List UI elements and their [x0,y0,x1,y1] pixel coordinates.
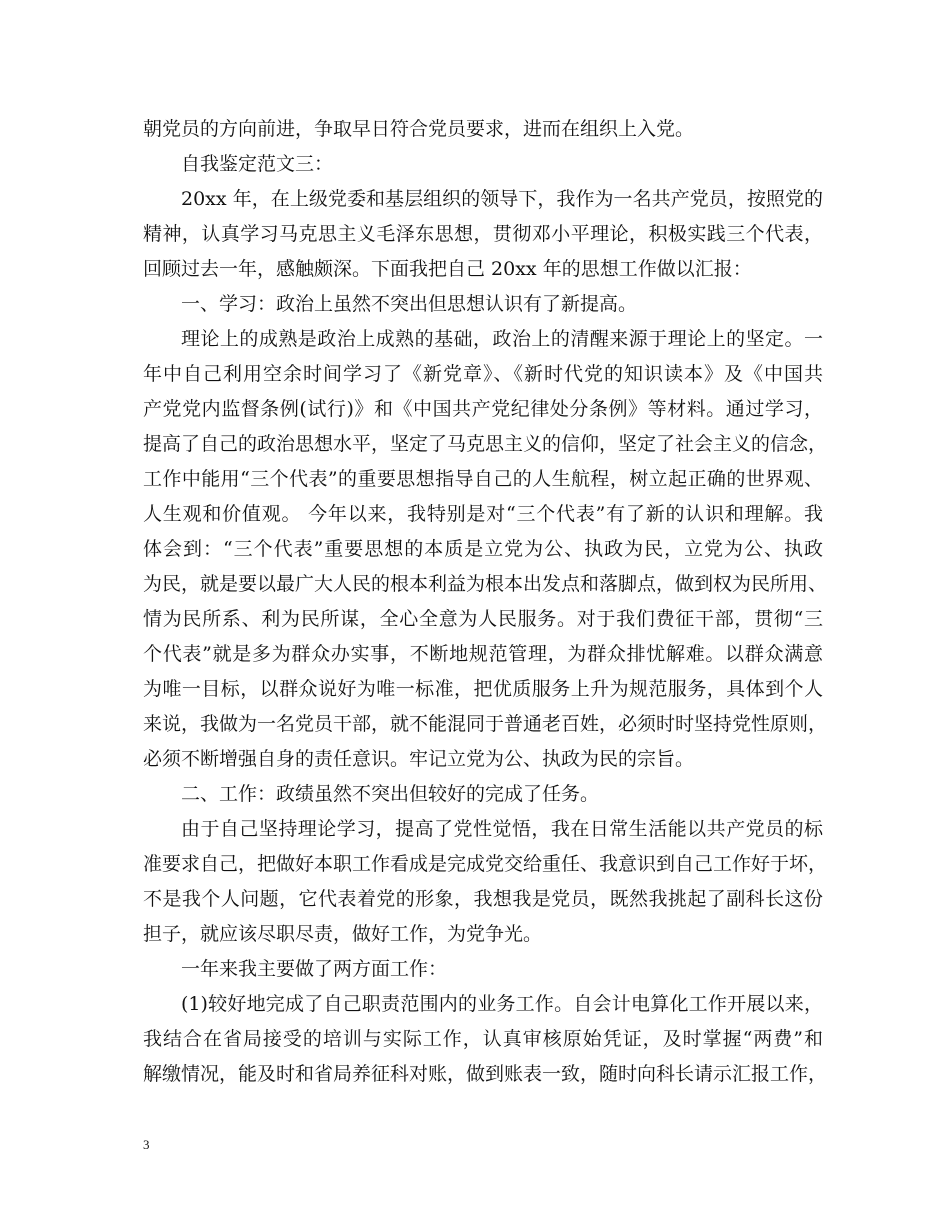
paragraph-line: 回顾过去一年，感触颇深。下面我把自己 20xx 年的思想工作做以汇报： [143,258,752,280]
paragraph-line: 体会到：“三个代表”重要思想的本质是立党为公、执政为民，立党为公、执政 [143,538,823,560]
paragraph-line: 必须不断增强自身的责任意识。牢记立党为公、执政为民的宗旨。 [143,748,695,770]
paragraph-line: (1)较好地完成了自己职责范围内的业务工作。自会计电算化工作开展以来， [181,993,823,1015]
paragraph-line: 个代表”就是多为群众办实事，不断地规范管理，为群众排忧解难。以群众满意 [143,643,823,665]
paragraph-line: 产党党内监督条例(试行)》和《中国共产党纪律处分条例》等材料。通过学习， [143,398,823,420]
paragraph-line: 我结合在省局接受的培训与实际工作，认真审核原始凭证，及时掌握“两费”和 [143,1028,823,1050]
paragraph-line: 来说，我做为一名党员干部，就不能混同于普通老百姓，必须时时坚持党性原则， [143,713,828,735]
paragraph-line: 年中自己利用空余时间学习了《新党章》、《新时代党的知识读本》及《中国共 [143,363,823,385]
paragraph-line: 情为民所系、利为民所谋，全心全意为人民服务。对于我们费征干部，贯彻“三 [143,608,823,630]
body-text [143,112,828,1092]
paragraph-line: 为民，就是要以最广大人民的根本利益为根本出发点和落脚点，做到权为民所用、 [143,573,828,595]
section-heading: 一、学习：政治上虽然不突出但思想认识有了新提高。 [181,293,638,315]
paragraph-line: 提高了自己的政治思想水平，坚定了马克思主义的信仰，坚定了社会主义的信念， [143,433,828,455]
paragraph-line: 工作中能用“三个代表”的重要思想指导自己的人生航程，树立起正确的世界观、 [143,468,823,490]
paragraph-line: 准要求自己，把做好本职工作看成是完成党交给重任、我意识到自己工作好于坏， [143,853,828,875]
paragraph-line: 解缴情况，能及时和省局养征科对账，做到账表一致，随时向科长请示汇报工作， [143,1063,828,1085]
paragraph-line: 为唯一目标，以群众说好为唯一标准，把优质服务上升为规范服务，具体到个人 [143,678,823,700]
paragraph-line: 由于自己坚持理论学习，提高了党性觉悟，我在日常生活能以共产党员的标 [181,818,823,840]
page-number: 3 [143,1137,150,1152]
section-heading: 二、工作：政绩虽然不突出但较好的完成了任务。 [181,783,600,805]
section-heading: 自我鉴定范文三： [181,153,334,175]
paragraph-line: 理论上的成熟是政治上成熟的基础，政治上的清醒来源于理论上的坚定。一 [181,328,823,350]
paragraph-line: 不是我个人问题，它代表着党的形象，我想我是党员，既然我挑起了副科长这份 [143,888,823,910]
paragraph-line: 担子，就应该尽职尽责，做好工作，为党争光。 [143,923,543,945]
paragraph-line: 20xx 年，在上级党委和基层组织的领导下，我作为一名共产党员，按照党的 [181,188,823,210]
paragraph-line: 精神，认真学习马克思主义毛泽东思想，贯彻邓小平理论，积极实践三个代表， [143,223,823,245]
paragraph-line: 朝党员的方向前进，争取早日符合党员要求，进而在组织上入党。 [143,118,695,140]
paragraph-line: 一年来我主要做了两方面工作： [181,958,448,980]
paragraph-line: 人生观和价值观。 今年以来，我特别是对“三个代表”有了新的认识和理解。我 [143,503,823,525]
